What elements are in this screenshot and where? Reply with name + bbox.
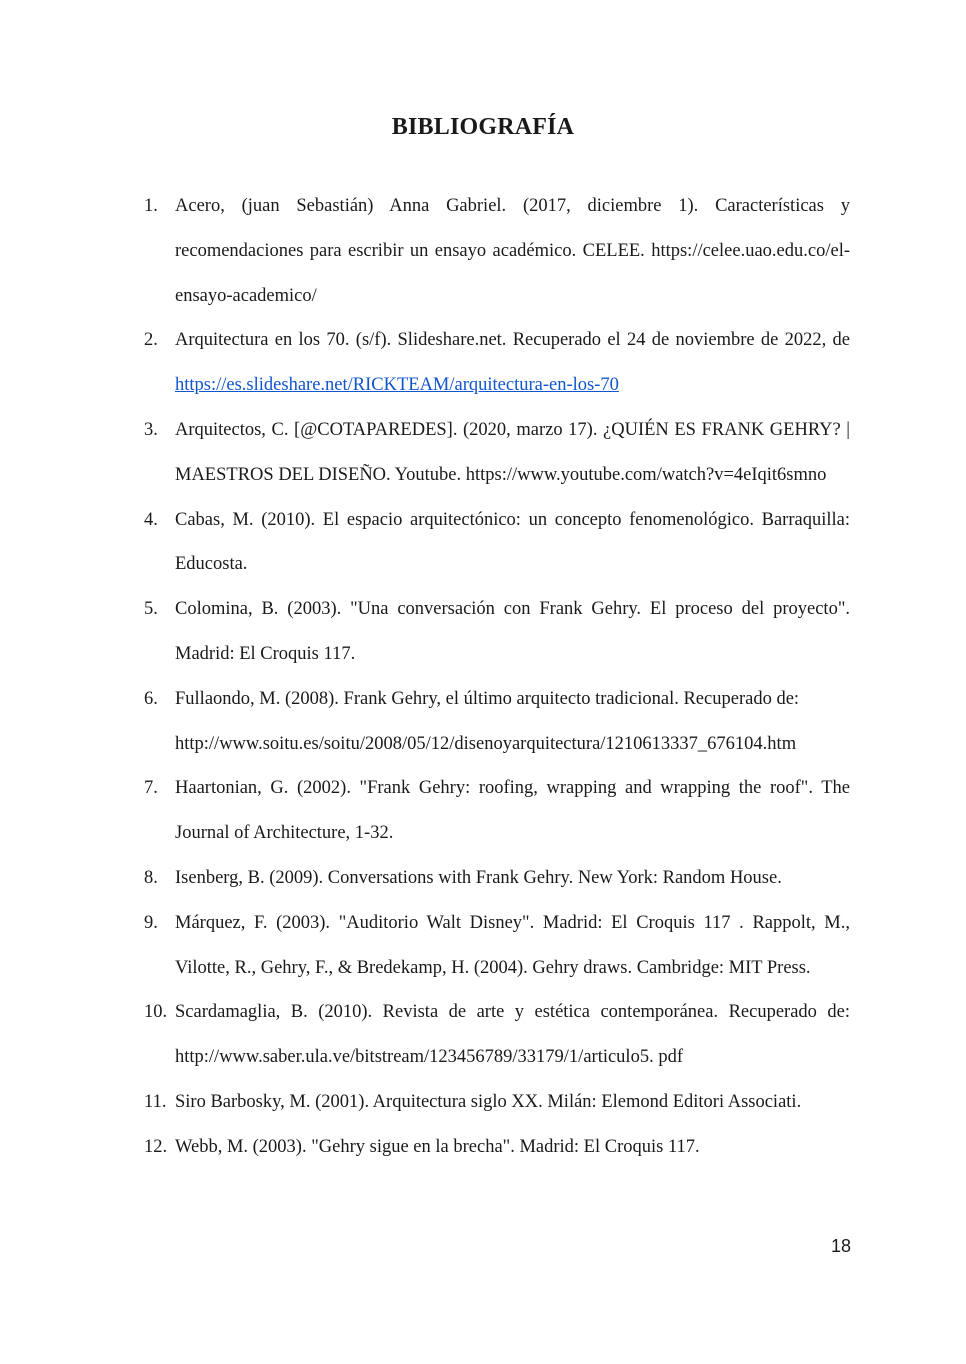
- entry-number: 4.: [144, 509, 158, 530]
- entry-text: Arquitectos, C. [@COTAPAREDES]. (2020, marzo 17). ¿QUIÉN ES FRANK GEHRY? | MAESTROS DEL DISEÑO. Youtube. https://www.youtube.com/watch?v=4eIqit6smno: [175, 419, 850, 485]
- bibliography-entry: [144, 766, 850, 856]
- page-title: BIBLIOGRAFÍA: [391, 114, 575, 140]
- entry-number: 12.: [144, 1136, 168, 1157]
- entry-text: Acero, (juan Sebastián) Anna Gabriel. (2017, diciembre 1). Características y recomendaciones para escribir un ensayo académico. CELEE. https://celee.uao.edu.co/el-ensayo-academico/: [175, 196, 850, 306]
- entry-text: Márquez, F. (2003). "Auditorio Walt Disney". Madrid: El Croquis 117 . Rappolt, M., Vilotte, R., Gehry, F., & Bredekamp, H. (2004). Gehry draws. Cambridge: MIT Press.: [175, 912, 850, 978]
- bibliography-entry: [144, 856, 850, 901]
- entry-text: Isenberg, B. (2009). Conversations with Frank Gehry. New York: Random House.: [175, 867, 782, 888]
- bibliography-entry: [144, 1080, 850, 1125]
- bibliography-entry: [144, 587, 850, 677]
- entry-link[interactable]: https://es.slideshare.net/RICKTEAM/arquitectura-en-los-70: [175, 375, 619, 396]
- bibliography-entry: [144, 184, 850, 318]
- entry-text-body: Arquitectura en los 70. (s/f). Slideshare.net. Recuperado el 24 de noviembre de 2022, de: [175, 330, 850, 351]
- entry-number: 8.: [144, 867, 158, 888]
- bibliography-entry: [144, 1125, 850, 1170]
- bibliography-entry: [144, 990, 850, 1080]
- entry-number: 2.: [144, 330, 158, 351]
- entry-text: Siro Barbosky, M. (2001). Arquitectura siglo XX. Milán: Elemond Editori Associati.: [175, 1091, 802, 1112]
- bibliography-entry: [144, 318, 850, 408]
- entry-number: 9.: [144, 912, 158, 933]
- entry-text: Webb, M. (2003). "Gehry sigue en la brecha". Madrid: El Croquis 117.: [175, 1136, 700, 1157]
- entry-text: Cabas, M. (2010). El espacio arquitectónico: un concepto fenomenológico. Barraquilla: Educosta.: [175, 509, 850, 575]
- page-number: 18: [830, 1236, 851, 1256]
- entry-number: 10.: [144, 1002, 168, 1023]
- entry-text: Fullaondo, M. (2008). Frank Gehry, el último arquitecto tradicional. Recuperado de: http://www.soitu.es/soitu/2008/05/12/disenoyarquitectura/1210613337_676104.htm: [175, 688, 800, 754]
- entry-text: Haartonian, G. (2002). "Frank Gehry: roofing, wrapping and wrapping the roof". The Journal of Architecture, 1-32.: [175, 778, 850, 844]
- entry-number: 6.: [144, 688, 158, 709]
- entry-number: 3.: [144, 419, 158, 440]
- entry-text: [175, 318, 850, 408]
- entry-number: 1.: [144, 196, 158, 216]
- bibliography-entry: [144, 408, 850, 498]
- entry-number: 11.: [144, 1091, 167, 1112]
- entry-text: Scardamaglia, B. (2010). Revista de arte y estética contemporánea. Recuperado de: http://www.saber.ula.ve/bitstream/123456789/33179/1/articulo5. pdf: [175, 1002, 850, 1068]
- entry-text: Colomina, B. (2003). "Una conversación con Frank Gehry. El proceso del proyecto". Madrid: El Croquis 117.: [175, 599, 850, 664]
- bibliography-entry: [144, 677, 850, 767]
- bibliography-entry: [144, 498, 850, 588]
- bibliography-entry: [144, 901, 850, 991]
- entry-number: 5.: [144, 599, 158, 620]
- bibliography-list: [144, 184, 850, 1170]
- entry-number: 7.: [144, 778, 158, 799]
